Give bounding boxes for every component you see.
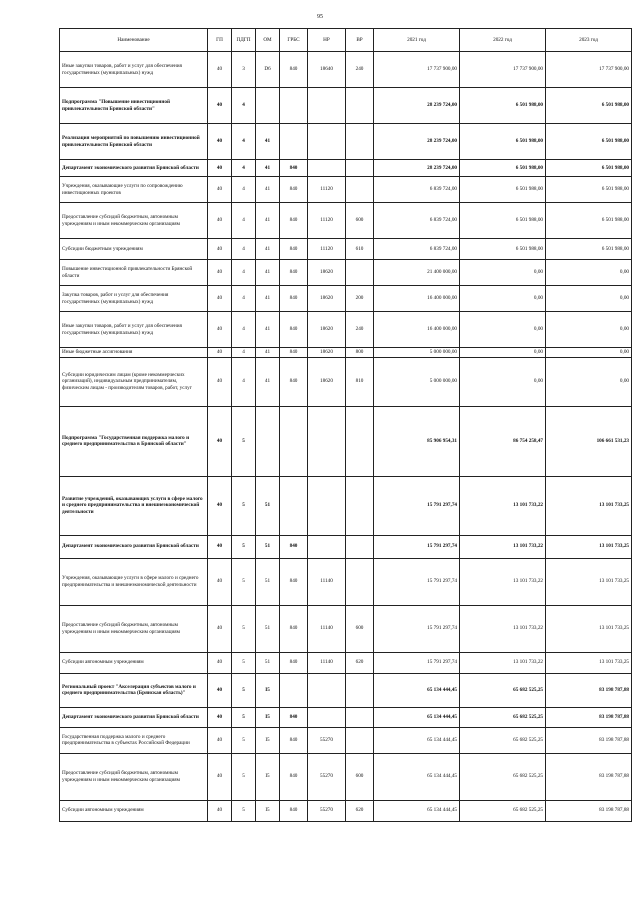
cell-2021: 65 134 444,45 xyxy=(374,707,460,727)
cell-om xyxy=(256,406,280,476)
cell-grbs xyxy=(280,673,308,707)
cell-2023: 13 101 733,25 xyxy=(546,535,632,558)
cell-grbs xyxy=(280,476,308,535)
cell-2023: 83 198 787,88 xyxy=(546,727,632,753)
table-row xyxy=(60,260,632,286)
cell-pdgp: 4 xyxy=(232,286,256,312)
cell-vr: 620 xyxy=(346,652,374,673)
cell-2023: 0,00 xyxy=(546,260,632,286)
cell-2022: 17 737 900,00 xyxy=(460,52,546,88)
table-row xyxy=(60,177,632,203)
header-om: ОМ xyxy=(256,29,280,52)
cell-vr: 600 xyxy=(346,203,374,239)
cell-om: 51 xyxy=(256,605,280,652)
cell-grbs: 840 xyxy=(280,652,308,673)
cell-pdgp: 3 xyxy=(232,52,256,88)
cell-grbs: 840 xyxy=(280,239,308,260)
cell-vr: 810 xyxy=(346,357,374,406)
cell-om: I5 xyxy=(256,707,280,727)
cell-vr xyxy=(346,260,374,286)
cell-nr xyxy=(308,673,346,707)
header-grbs: ГРБС xyxy=(280,29,308,52)
cell-2022: 65 682 525,25 xyxy=(460,727,546,753)
cell-vr: 620 xyxy=(346,800,374,821)
cell-om: 41 xyxy=(256,160,280,177)
cell-2022: 13 101 733,22 xyxy=(460,558,546,605)
cell-gp: 40 xyxy=(208,753,232,800)
cell-name: Департамент экономического развития Брянской области xyxy=(60,535,208,558)
cell-om: 41 xyxy=(256,124,280,160)
cell-vr: 200 xyxy=(346,286,374,312)
cell-2022: 6 501 988,00 xyxy=(460,177,546,203)
page-number: 95 xyxy=(317,14,323,20)
table-row xyxy=(60,707,632,727)
cell-2021: 15 791 297,74 xyxy=(374,558,460,605)
cell-grbs: 840 xyxy=(280,312,308,348)
table-row xyxy=(60,312,632,348)
cell-gp: 40 xyxy=(208,535,232,558)
cell-om: I5 xyxy=(256,673,280,707)
cell-gp: 40 xyxy=(208,357,232,406)
header-vr: ВР xyxy=(346,29,374,52)
table-row xyxy=(60,239,632,260)
cell-grbs: 840 xyxy=(280,605,308,652)
cell-name: Закупка товаров, работ и услуг для обеспечения государственных (муниципальных) нужд xyxy=(60,286,208,312)
cell-pdgp: 4 xyxy=(232,124,256,160)
cell-2022: 0,00 xyxy=(460,260,546,286)
cell-2021: 15 791 297,74 xyxy=(374,605,460,652)
cell-pdgp: 5 xyxy=(232,673,256,707)
cell-vr: 800 xyxy=(346,348,374,358)
cell-name: Иные закупки товаров, работ и услуг для обеспечения государственных (муниципальных) нужд xyxy=(60,52,208,88)
cell-nr: 11140 xyxy=(308,605,346,652)
cell-pdgp: 4 xyxy=(232,260,256,286)
cell-name: Департамент экономического развития Брянской области xyxy=(60,707,208,727)
cell-om: 41 xyxy=(256,239,280,260)
cell-2023: 106 661 531,23 xyxy=(546,406,632,476)
cell-vr: 600 xyxy=(346,753,374,800)
cell-2022: 6 501 988,00 xyxy=(460,88,546,124)
cell-name: Субсидии автономным учреждениям xyxy=(60,652,208,673)
cell-gp: 40 xyxy=(208,800,232,821)
cell-grbs: 840 xyxy=(280,558,308,605)
cell-pdgp: 4 xyxy=(232,312,256,348)
cell-2022: 65 682 525,25 xyxy=(460,673,546,707)
cell-2023: 6 501 988,00 xyxy=(546,177,632,203)
cell-2022: 65 682 525,25 xyxy=(460,707,546,727)
cell-grbs: 840 xyxy=(280,357,308,406)
cell-vr: 600 xyxy=(346,605,374,652)
header-name: Наименование xyxy=(60,29,208,52)
table-row xyxy=(60,357,632,406)
cell-2023: 6 501 988,00 xyxy=(546,203,632,239)
cell-2023: 83 198 787,88 xyxy=(546,800,632,821)
cell-vr xyxy=(346,558,374,605)
table-row xyxy=(60,558,632,605)
cell-2021: 65 134 444,45 xyxy=(374,753,460,800)
cell-2021: 65 134 444,45 xyxy=(374,727,460,753)
cell-2021: 5 000 000,00 xyxy=(374,357,460,406)
cell-gp: 40 xyxy=(208,605,232,652)
table-row xyxy=(60,476,632,535)
cell-om: 41 xyxy=(256,348,280,358)
cell-nr: 11140 xyxy=(308,652,346,673)
cell-2022: 13 101 733,22 xyxy=(460,476,546,535)
cell-vr: 610 xyxy=(346,239,374,260)
cell-name: Подпрограмма "Государственная поддержка малого и среднего предпринимательства в Брянской области" xyxy=(60,406,208,476)
table-row xyxy=(60,673,632,707)
table-row xyxy=(60,286,632,312)
cell-vr xyxy=(346,177,374,203)
table-row xyxy=(60,88,632,124)
cell-grbs: 840 xyxy=(280,753,308,800)
cell-grbs: 840 xyxy=(280,286,308,312)
cell-om: 51 xyxy=(256,476,280,535)
cell-2023: 6 501 988,00 xyxy=(546,124,632,160)
cell-nr: 18620 xyxy=(308,357,346,406)
cell-vr xyxy=(346,535,374,558)
cell-gp: 40 xyxy=(208,177,232,203)
cell-pdgp: 5 xyxy=(232,727,256,753)
cell-vr: 240 xyxy=(346,52,374,88)
table-row xyxy=(60,406,632,476)
cell-2022: 0,00 xyxy=(460,312,546,348)
cell-2022: 6 501 988,00 xyxy=(460,203,546,239)
cell-2023: 83 198 787,88 xyxy=(546,673,632,707)
cell-grbs: 840 xyxy=(280,177,308,203)
cell-name: Региональный проект "Акселерация субъектов малого и среднего предпринимательства (Брянская область)" xyxy=(60,673,208,707)
cell-gp: 40 xyxy=(208,203,232,239)
cell-nr: 18640 xyxy=(308,52,346,88)
cell-gp: 40 xyxy=(208,727,232,753)
cell-pdgp: 4 xyxy=(232,239,256,260)
table-row xyxy=(60,800,632,821)
header-pdgp: ПДГП xyxy=(232,29,256,52)
cell-name: Иные бюджетные ассигнования xyxy=(60,348,208,358)
cell-2022: 6 501 988,00 xyxy=(460,160,546,177)
cell-om: I5 xyxy=(256,800,280,821)
cell-2023: 0,00 xyxy=(546,286,632,312)
cell-nr: 11120 xyxy=(308,203,346,239)
cell-pdgp: 4 xyxy=(232,177,256,203)
cell-2023: 0,00 xyxy=(546,357,632,406)
cell-2023: 13 101 733,25 xyxy=(546,476,632,535)
table-row xyxy=(60,753,632,800)
cell-om: D6 xyxy=(256,52,280,88)
cell-nr: 18620 xyxy=(308,286,346,312)
header-nr: НР xyxy=(308,29,346,52)
cell-vr xyxy=(346,707,374,727)
table-body xyxy=(60,52,632,822)
cell-name: Иные закупки товаров, работ и услуг для обеспечения государственных (муниципальных) нужд xyxy=(60,312,208,348)
table-row xyxy=(60,160,632,177)
cell-name: Государственная поддержка малого и среднего предпринимательства в субъектах Российской Федерации xyxy=(60,727,208,753)
cell-grbs: 840 xyxy=(280,707,308,727)
cell-nr xyxy=(308,406,346,476)
table-row xyxy=(60,727,632,753)
cell-pdgp: 5 xyxy=(232,476,256,535)
cell-gp: 40 xyxy=(208,239,232,260)
cell-gp: 40 xyxy=(208,348,232,358)
cell-name: Реализация мероприятий по повышению инвестиционной привлекательности Брянской области xyxy=(60,124,208,160)
cell-pdgp: 5 xyxy=(232,753,256,800)
cell-pdgp: 5 xyxy=(232,406,256,476)
header-2022: 2022 год xyxy=(460,29,546,52)
header-2023: 2023 год xyxy=(546,29,632,52)
cell-nr: 55270 xyxy=(308,727,346,753)
cell-name: Учреждения, оказывающие услуги по сопровождению инвестиционных проектов xyxy=(60,177,208,203)
cell-pdgp: 5 xyxy=(232,652,256,673)
cell-name: Субсидии юридическим лицам (кроме некоммерческих организаций), индивидуальным предпринимателям, физическим лицам - производителям товаров, работ, услуг xyxy=(60,357,208,406)
cell-grbs: 840 xyxy=(280,348,308,358)
cell-grbs xyxy=(280,124,308,160)
cell-vr xyxy=(346,406,374,476)
cell-pdgp: 4 xyxy=(232,203,256,239)
cell-nr: 11120 xyxy=(308,177,346,203)
cell-nr: 55270 xyxy=(308,753,346,800)
cell-2021: 65 134 444,45 xyxy=(374,673,460,707)
cell-om: 41 xyxy=(256,203,280,239)
cell-name: Предоставление субсидий бюджетным, автономным учреждениям и иным некоммерческим организациям xyxy=(60,753,208,800)
cell-name: Департамент экономического развития Брянской области xyxy=(60,160,208,177)
cell-2021: 15 791 297,74 xyxy=(374,535,460,558)
cell-2021: 28 239 724,00 xyxy=(374,124,460,160)
table-row xyxy=(60,605,632,652)
cell-nr xyxy=(308,124,346,160)
cell-name: Учреждения, оказывающие услуги в сфере малого и среднего предпринимательства и внешнеэкономической деятельности xyxy=(60,558,208,605)
cell-2023: 83 198 787,88 xyxy=(546,707,632,727)
cell-grbs xyxy=(280,406,308,476)
cell-2022: 65 682 525,25 xyxy=(460,753,546,800)
cell-2023: 17 737 900,00 xyxy=(546,52,632,88)
table-row xyxy=(60,124,632,160)
table-row xyxy=(60,652,632,673)
cell-2022: 13 101 733,22 xyxy=(460,652,546,673)
cell-name: Субсидии автономным учреждениям xyxy=(60,800,208,821)
cell-vr xyxy=(346,124,374,160)
cell-nr xyxy=(308,535,346,558)
cell-gp: 40 xyxy=(208,52,232,88)
cell-pdgp: 5 xyxy=(232,535,256,558)
cell-2022: 86 754 258,47 xyxy=(460,406,546,476)
cell-om: I5 xyxy=(256,753,280,800)
cell-2021: 85 906 954,31 xyxy=(374,406,460,476)
cell-2021: 28 239 724,00 xyxy=(374,160,460,177)
cell-nr xyxy=(308,88,346,124)
cell-2021: 15 791 297,74 xyxy=(374,476,460,535)
cell-2022: 0,00 xyxy=(460,286,546,312)
cell-om xyxy=(256,88,280,124)
cell-2023: 13 101 733,25 xyxy=(546,652,632,673)
cell-pdgp: 4 xyxy=(232,88,256,124)
cell-2023: 0,00 xyxy=(546,312,632,348)
header-2021: 2021 год xyxy=(374,29,460,52)
header-row xyxy=(60,29,632,52)
cell-2022: 13 101 733,22 xyxy=(460,535,546,558)
cell-2022: 0,00 xyxy=(460,357,546,406)
cell-vr: 240 xyxy=(346,312,374,348)
cell-gp: 40 xyxy=(208,673,232,707)
cell-pdgp: 5 xyxy=(232,605,256,652)
cell-2022: 6 501 988,00 xyxy=(460,239,546,260)
cell-2023: 13 101 733,25 xyxy=(546,605,632,652)
cell-pdgp: 4 xyxy=(232,160,256,177)
cell-gp: 40 xyxy=(208,260,232,286)
cell-gp: 40 xyxy=(208,707,232,727)
cell-grbs: 840 xyxy=(280,203,308,239)
cell-2021: 16 400 000,00 xyxy=(374,312,460,348)
table-row xyxy=(60,52,632,88)
cell-2021: 28 239 724,00 xyxy=(374,88,460,124)
cell-om: 51 xyxy=(256,558,280,605)
cell-gp: 40 xyxy=(208,286,232,312)
cell-vr xyxy=(346,476,374,535)
cell-pdgp: 5 xyxy=(232,558,256,605)
cell-2022: 0,00 xyxy=(460,348,546,358)
cell-gp: 40 xyxy=(208,406,232,476)
cell-grbs: 840 xyxy=(280,160,308,177)
cell-name: Повышение инвестиционной привлекательности Брянской области xyxy=(60,260,208,286)
cell-2023: 13 101 733,25 xyxy=(546,558,632,605)
cell-name: Предоставление субсидий бюджетным, автономным учреждениям и иным некоммерческим организациям xyxy=(60,605,208,652)
cell-nr: 18620 xyxy=(308,348,346,358)
cell-grbs: 840 xyxy=(280,800,308,821)
cell-om: 51 xyxy=(256,652,280,673)
cell-nr xyxy=(308,476,346,535)
cell-vr xyxy=(346,727,374,753)
cell-om: 41 xyxy=(256,177,280,203)
cell-2023: 6 501 988,00 xyxy=(546,239,632,260)
cell-gp: 40 xyxy=(208,88,232,124)
cell-2023: 0,00 xyxy=(546,348,632,358)
header-gp: ГП xyxy=(208,29,232,52)
cell-nr: 18620 xyxy=(308,260,346,286)
cell-2022: 13 101 733,22 xyxy=(460,605,546,652)
cell-pdgp: 5 xyxy=(232,800,256,821)
table-row xyxy=(60,535,632,558)
cell-pdgp: 5 xyxy=(232,707,256,727)
cell-om: 41 xyxy=(256,357,280,406)
cell-name: Предоставление субсидий бюджетным, автономным учреждениям и иным некоммерческим организациям xyxy=(60,203,208,239)
cell-nr xyxy=(308,707,346,727)
cell-nr: 18620 xyxy=(308,312,346,348)
cell-2021: 65 134 444,45 xyxy=(374,800,460,821)
cell-2021: 5 000 000,00 xyxy=(374,348,460,358)
cell-2023: 6 501 988,00 xyxy=(546,160,632,177)
budget-table xyxy=(59,28,632,822)
cell-2021: 6 839 724,00 xyxy=(374,203,460,239)
cell-gp: 40 xyxy=(208,652,232,673)
cell-grbs: 840 xyxy=(280,260,308,286)
cell-nr: 11120 xyxy=(308,239,346,260)
cell-gp: 40 xyxy=(208,476,232,535)
cell-vr xyxy=(346,88,374,124)
cell-pdgp: 4 xyxy=(232,357,256,406)
cell-om: 41 xyxy=(256,286,280,312)
cell-om: I5 xyxy=(256,727,280,753)
cell-2022: 65 682 525,25 xyxy=(460,800,546,821)
cell-name: Подпрограмма "Повышение инвестиционной привлекательности Брянской области" xyxy=(60,88,208,124)
cell-2023: 83 198 787,88 xyxy=(546,753,632,800)
table-row xyxy=(60,203,632,239)
cell-vr xyxy=(346,160,374,177)
cell-gp: 40 xyxy=(208,312,232,348)
cell-om: 41 xyxy=(256,260,280,286)
cell-2021: 21 400 000,00 xyxy=(374,260,460,286)
cell-name: Развитие учреждений, оказывающих услуги в сфере малого и среднего предпринимательства и внешнеэкономической деятельности xyxy=(60,476,208,535)
cell-2021: 6 839 724,00 xyxy=(374,239,460,260)
cell-2021: 15 791 297,74 xyxy=(374,652,460,673)
cell-grbs: 840 xyxy=(280,727,308,753)
cell-2023: 6 501 988,00 xyxy=(546,88,632,124)
cell-gp: 40 xyxy=(208,160,232,177)
cell-pdgp: 4 xyxy=(232,348,256,358)
cell-nr: 11140 xyxy=(308,558,346,605)
cell-2021: 6 839 724,00 xyxy=(374,177,460,203)
cell-om: 41 xyxy=(256,312,280,348)
cell-grbs: 840 xyxy=(280,535,308,558)
cell-gp: 40 xyxy=(208,124,232,160)
cell-vr xyxy=(346,673,374,707)
cell-name: Субсидии бюджетным учреждениям xyxy=(60,239,208,260)
cell-2022: 6 501 988,00 xyxy=(460,124,546,160)
cell-grbs xyxy=(280,88,308,124)
cell-nr: 55270 xyxy=(308,800,346,821)
cell-gp: 40 xyxy=(208,558,232,605)
cell-2021: 17 737 900,00 xyxy=(374,52,460,88)
cell-om: 51 xyxy=(256,535,280,558)
table-row xyxy=(60,348,632,358)
cell-2021: 16 400 000,00 xyxy=(374,286,460,312)
cell-nr xyxy=(308,160,346,177)
cell-grbs: 840 xyxy=(280,52,308,88)
